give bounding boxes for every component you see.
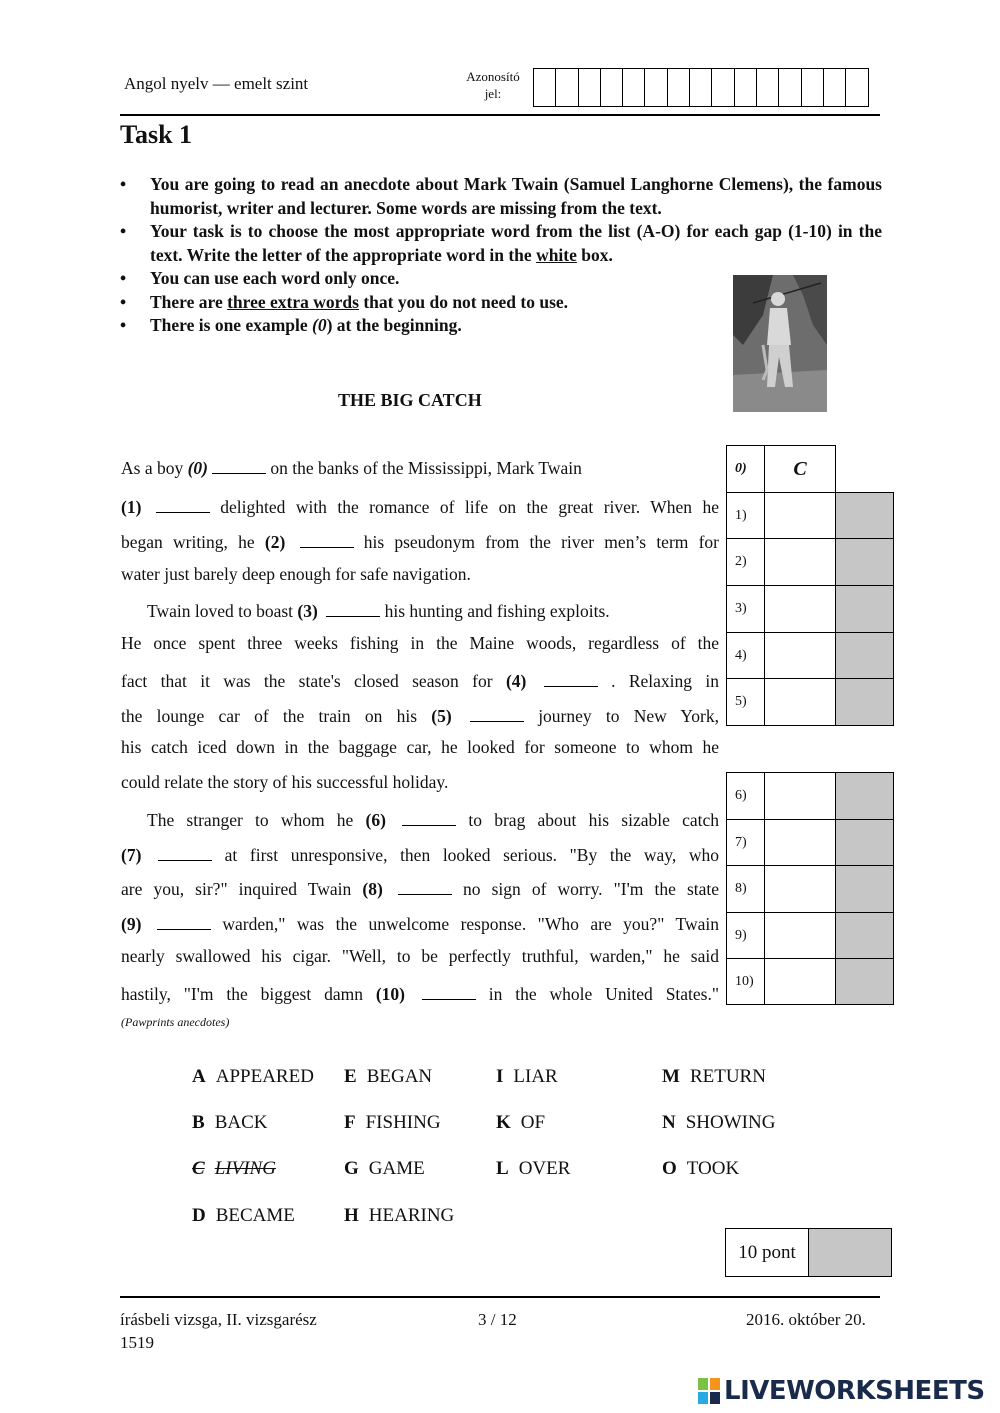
option-d: D BECAME — [192, 1205, 295, 1226]
instruction-item: • Your task is to choose the most appropriate word from the list (A-O) for each gap (1-10) in the text. Write the letter of the appropriate word in the white box. — [120, 220, 882, 267]
answer-box-1[interactable] — [765, 493, 836, 539]
text-line: his catch iced down in the baggage car, he looked for someone to whom he — [121, 737, 719, 757]
gap-10 — [422, 981, 476, 1000]
answer-number: 9) — [727, 913, 765, 959]
score-cell — [836, 679, 894, 726]
score-cell — [836, 539, 894, 586]
score-cell — [836, 633, 894, 679]
header-divider — [120, 114, 880, 116]
score-box — [725, 1228, 892, 1277]
instruction-item: • There are three extra words that you do not need to use. — [120, 291, 882, 315]
text-line: the lounge car of the train on his (5) journey to New York, — [121, 703, 719, 727]
score-cell — [836, 586, 894, 633]
option-h: H HEARING — [344, 1205, 455, 1226]
option-g: G GAME — [344, 1158, 425, 1179]
story-title: THE BIG CATCH — [338, 390, 482, 410]
option-k: K OF — [496, 1112, 546, 1133]
answer-box-7[interactable] — [765, 820, 836, 866]
score-cell — [836, 773, 894, 820]
option-c-crossed: C LIVING — [192, 1158, 276, 1179]
gap-2 — [300, 529, 354, 548]
task-title: Task 1 — [120, 120, 193, 149]
option-i: I LIAR — [496, 1066, 558, 1087]
example-answer: C — [765, 446, 836, 493]
option-o: O TOOK — [662, 1158, 740, 1179]
text-line: (1) delighted with the romance of life on the great river. When he — [121, 494, 719, 518]
text-line: are you, sir?" inquired Twain (8) no sign of worry. "I'm the state — [121, 876, 719, 900]
answer-box-9[interactable] — [765, 913, 836, 959]
brand-text: LIVEWORKSHEETS — [724, 1376, 985, 1406]
score-cell — [836, 820, 894, 866]
text-line: nearly swallowed his cigar. "Well, to be perfectly truthful, warden," he said — [121, 946, 719, 966]
score-cell — [836, 913, 894, 959]
text-line: As a boy (0) on the banks of the Mississippi, Mark Twain — [121, 455, 719, 479]
answer-number: 2) — [727, 539, 765, 586]
gap-4 — [544, 668, 598, 687]
answer-number: 8) — [727, 866, 765, 913]
text-line: (7) at first unresponsive, then looked serious. "By the way, who — [121, 842, 719, 866]
page-number: 3 / 12 — [478, 1310, 517, 1329]
option-e: E BEGAN — [344, 1066, 433, 1087]
gap-3 — [326, 598, 380, 617]
answer-number: 3) — [727, 586, 765, 633]
option-b: B BACK — [192, 1112, 268, 1133]
mark-twain-photo — [733, 275, 827, 412]
instruction-item: • There is one example (0) at the beginning. — [120, 314, 882, 338]
text-line: The stranger to whom he (6) to brag about his sizable catch — [147, 807, 719, 831]
answer-number: 10) — [727, 959, 765, 1005]
answer-box-10[interactable] — [765, 959, 836, 1005]
gap-8 — [398, 876, 452, 895]
liveworksheets-logo[interactable] — [698, 1376, 985, 1406]
id-label: Azonosító jel: — [466, 69, 520, 101]
option-a: A APPEARED — [192, 1066, 314, 1087]
answer-number: 6) — [727, 773, 765, 820]
option-f: F FISHING — [344, 1112, 441, 1133]
text-line: hastily, "I'm the biggest damn (10) in the whole United States." — [121, 981, 719, 1005]
answer-box-3[interactable] — [765, 586, 836, 633]
source-note: (Pawprints anecdotes) — [121, 1015, 230, 1029]
text-line: water just barely deep enough for safe navigation. — [121, 564, 471, 584]
answer-box-2[interactable] — [765, 539, 836, 586]
score-cell — [836, 493, 894, 539]
text-line: Twain loved to boast (3) his hunting and fishing exploits. — [147, 598, 745, 622]
answer-number: 1) — [727, 493, 765, 539]
gap-0 — [212, 455, 266, 474]
instruction-item: • You can use each word only once. — [120, 267, 882, 291]
answer-box-8[interactable] — [765, 866, 836, 913]
text-line: could relate the story of his successful holiday. — [121, 772, 449, 792]
answer-box-4[interactable] — [765, 633, 836, 679]
text-line: began writing, he (2) his pseudonym from the river men’s term for — [121, 529, 719, 553]
score-grey-cell — [809, 1229, 891, 1276]
answer-table-1 — [726, 445, 894, 726]
text-line: fact that it was the state's closed season for (4) . Relaxing in — [121, 668, 719, 692]
text-line: He once spent three weeks fishing in the Maine woods, regardless of the — [121, 633, 719, 653]
answer-number: 5) — [727, 679, 765, 726]
exam-header-title: Angol nyelv — emelt szint — [124, 74, 309, 93]
example-number: 0) — [727, 446, 765, 493]
score-cell — [836, 866, 894, 913]
footer-exam-part: írásbeli vizsga, II. vizsgarész — [120, 1310, 317, 1329]
exam-date: 2016. október 20. — [746, 1310, 866, 1329]
gap-5 — [470, 703, 524, 722]
gap-7 — [158, 842, 212, 861]
gap-9 — [157, 911, 211, 930]
footer-code: 1519 — [120, 1333, 154, 1352]
answer-number: 7) — [727, 820, 765, 866]
option-m: M RETURN — [662, 1066, 766, 1087]
answer-number: 4) — [727, 633, 765, 679]
score-label: 10 pont — [726, 1229, 809, 1276]
gap-1 — [156, 494, 210, 513]
footer-divider — [120, 1296, 880, 1298]
answer-table-2 — [726, 772, 894, 1005]
text-line: (9) warden," was the unwelcome response. "Who are you?" Twain — [121, 911, 719, 935]
score-cell — [836, 959, 894, 1005]
option-n: N SHOWING — [662, 1112, 776, 1133]
answer-box-6[interactable] — [765, 773, 836, 820]
gap-6 — [402, 807, 456, 826]
logo-blocks-icon — [698, 1378, 720, 1404]
instruction-item: • You are going to read an anecdote about Mark Twain (Samuel Langhorne Clemens), the famous humorist, writer and lecturer. Some words are missing from the text. — [120, 173, 882, 220]
answer-box-5[interactable] — [765, 679, 836, 726]
id-boxes[interactable] — [533, 68, 869, 107]
option-l: L OVER — [496, 1158, 571, 1179]
